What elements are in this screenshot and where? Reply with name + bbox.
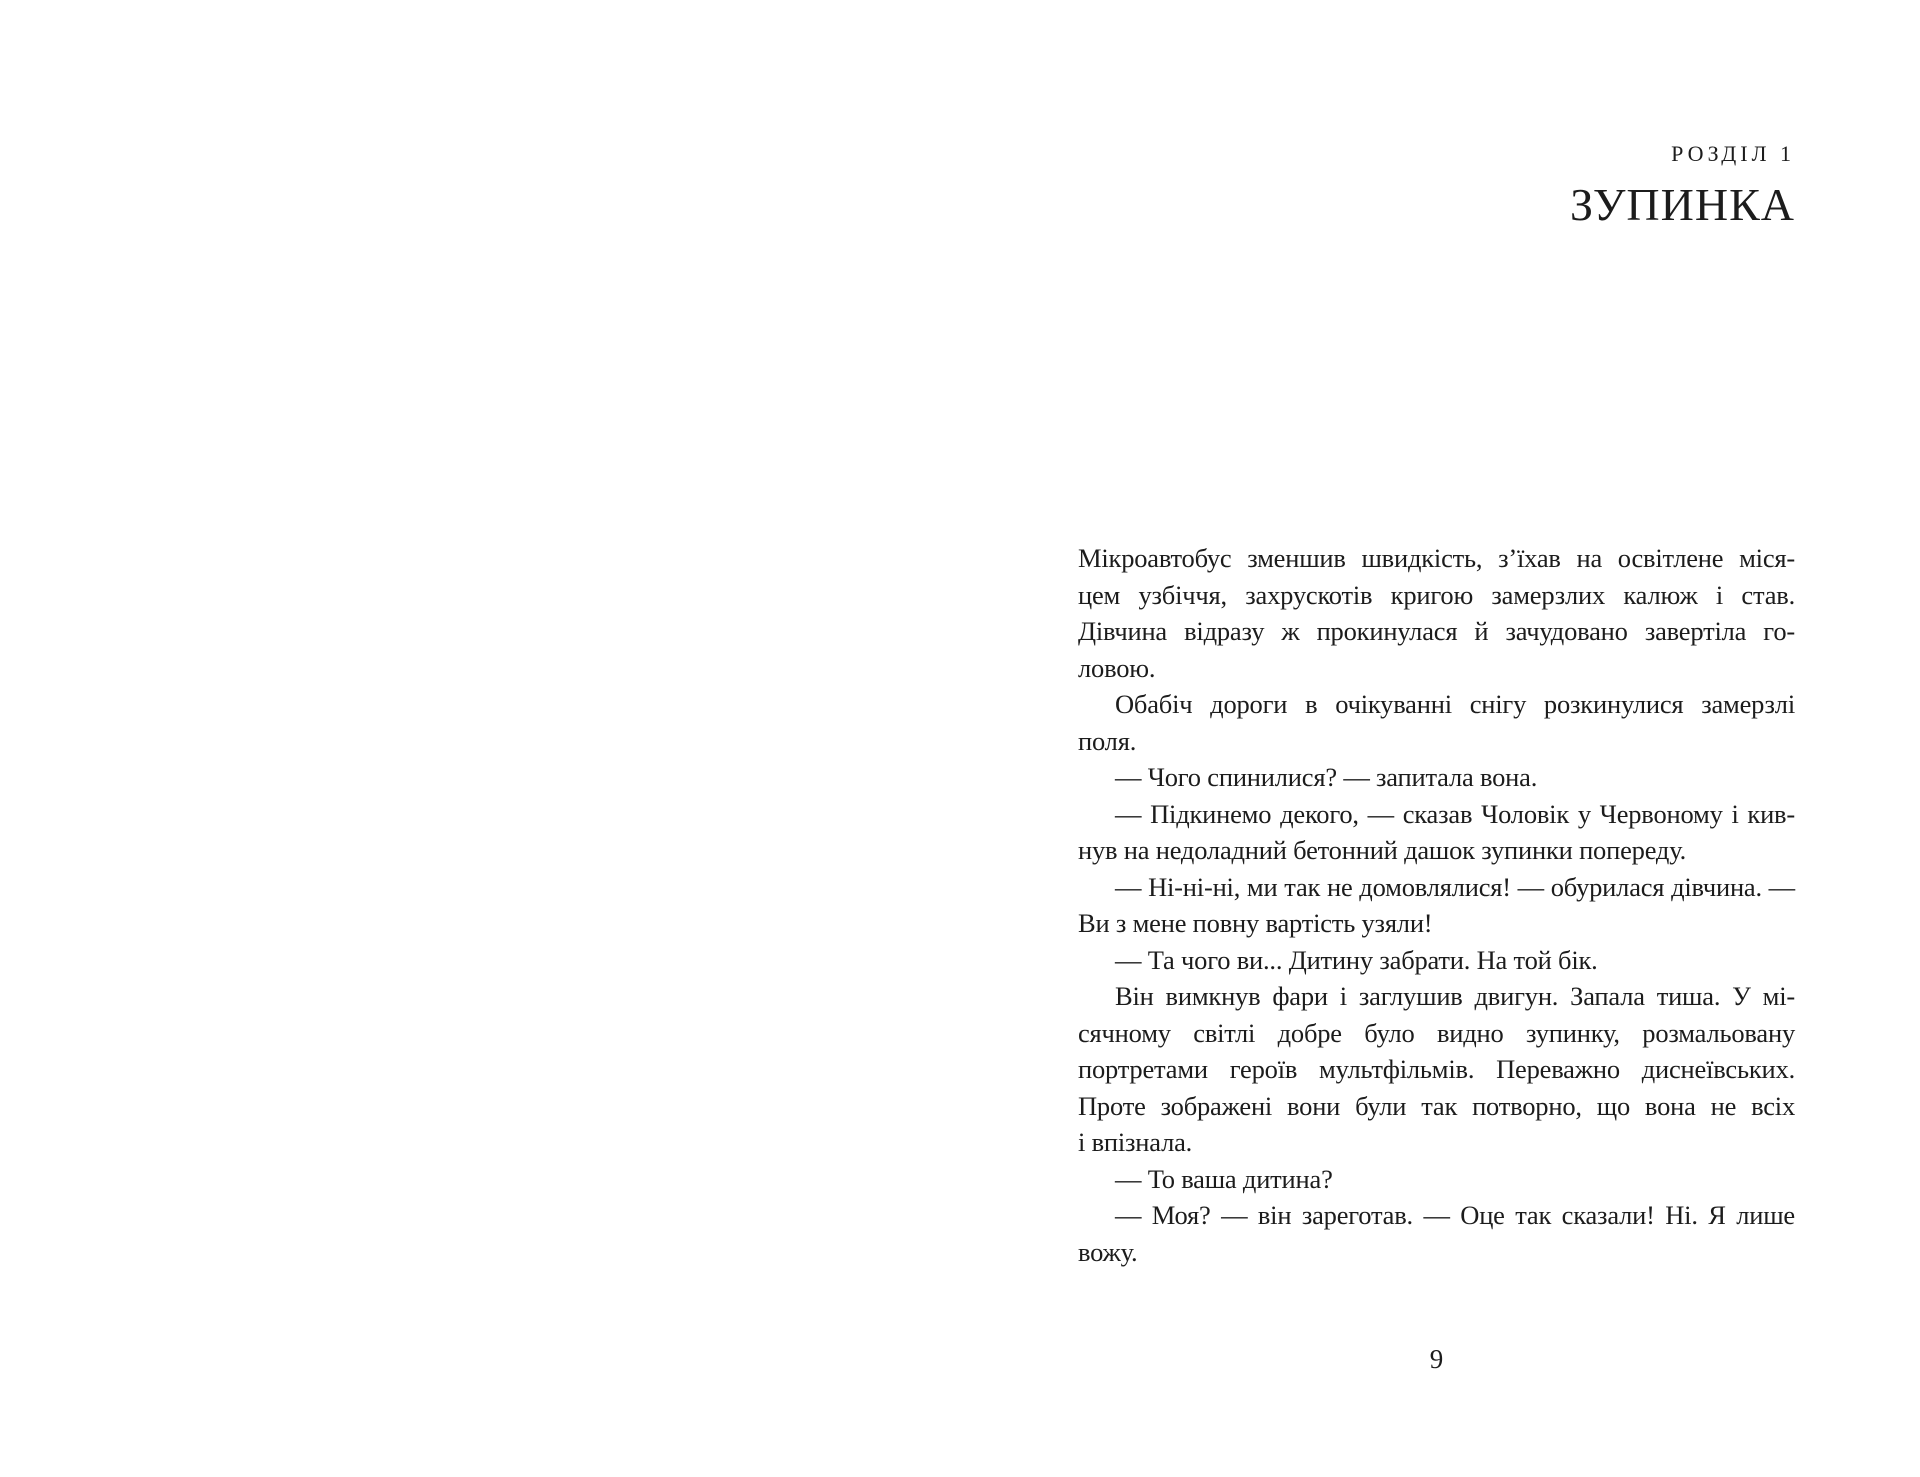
body-text-line: — Підкинемо декого, — сказав Чоловік у Червоному і кив- — [1115, 798, 1795, 829]
body-text-line: Ви з мене повну вартість узяли! — [1078, 908, 1433, 938]
body-text-line: Дівчина відразу ж прокинулася й зачудовано завертіла го- — [1078, 616, 1795, 646]
chapter-heading — [1078, 143, 1795, 228]
body-text-line: Мікроавтобус зменшив швидкість, з’їхав на освітлене міся- — [1078, 543, 1795, 573]
body-text-line: портретами героїв мультфільмів. Переважно диснеївських. — [1078, 1054, 1795, 1084]
body-text-line: вожу. — [1078, 1236, 1138, 1267]
body-text — [1078, 540, 1795, 1270]
body-text-line: Він вимкнув фари і заглушив двигун. Запала тиша. У мі- — [1115, 981, 1795, 1011]
body-text-line: цем узбіччя, захрускотів кригою замерзлих калюж і став. — [1078, 579, 1795, 610]
body-text-line: Обабіч дороги в очікуванні снігу розкинулися замерзлі — [1115, 689, 1795, 719]
body-text-line: — То ваша дитина? — [1115, 1163, 1333, 1194]
body-text-line: і впізнала. — [1078, 1127, 1193, 1157]
body-text-line: — Та чого ви... Дитину забрати. На той бік. — [1115, 944, 1598, 975]
body-text-line: поля. — [1078, 725, 1137, 756]
body-text-line: ловою. — [1078, 652, 1156, 683]
page-number: 9 — [1429, 1344, 1444, 1374]
body-text-line: нув на недоладний бетонний дашок зупинки попереду. — [1078, 835, 1687, 865]
body-text-line: — Моя? — він зареготав. — Оце так сказали! Ні. Я лише — [1115, 1200, 1795, 1230]
body-text-line: — Чого спинилися? — запитала вона. — [1115, 762, 1538, 792]
chapter-title: ЗУПИНКА — [1569, 179, 1795, 230]
body-text-line: — Ні-ні-ні, ми так не домовлялися! — обурилася дівчина. — — [1115, 871, 1795, 902]
body-text-line: Проте зображені вони були так потворно, що вона не всіх — [1078, 1090, 1795, 1121]
chapter-number: РОЗДІЛ 1 — [1671, 141, 1795, 166]
body-text-line: сячному світлі добре було видно зупинку, розмальовану — [1078, 1017, 1795, 1048]
